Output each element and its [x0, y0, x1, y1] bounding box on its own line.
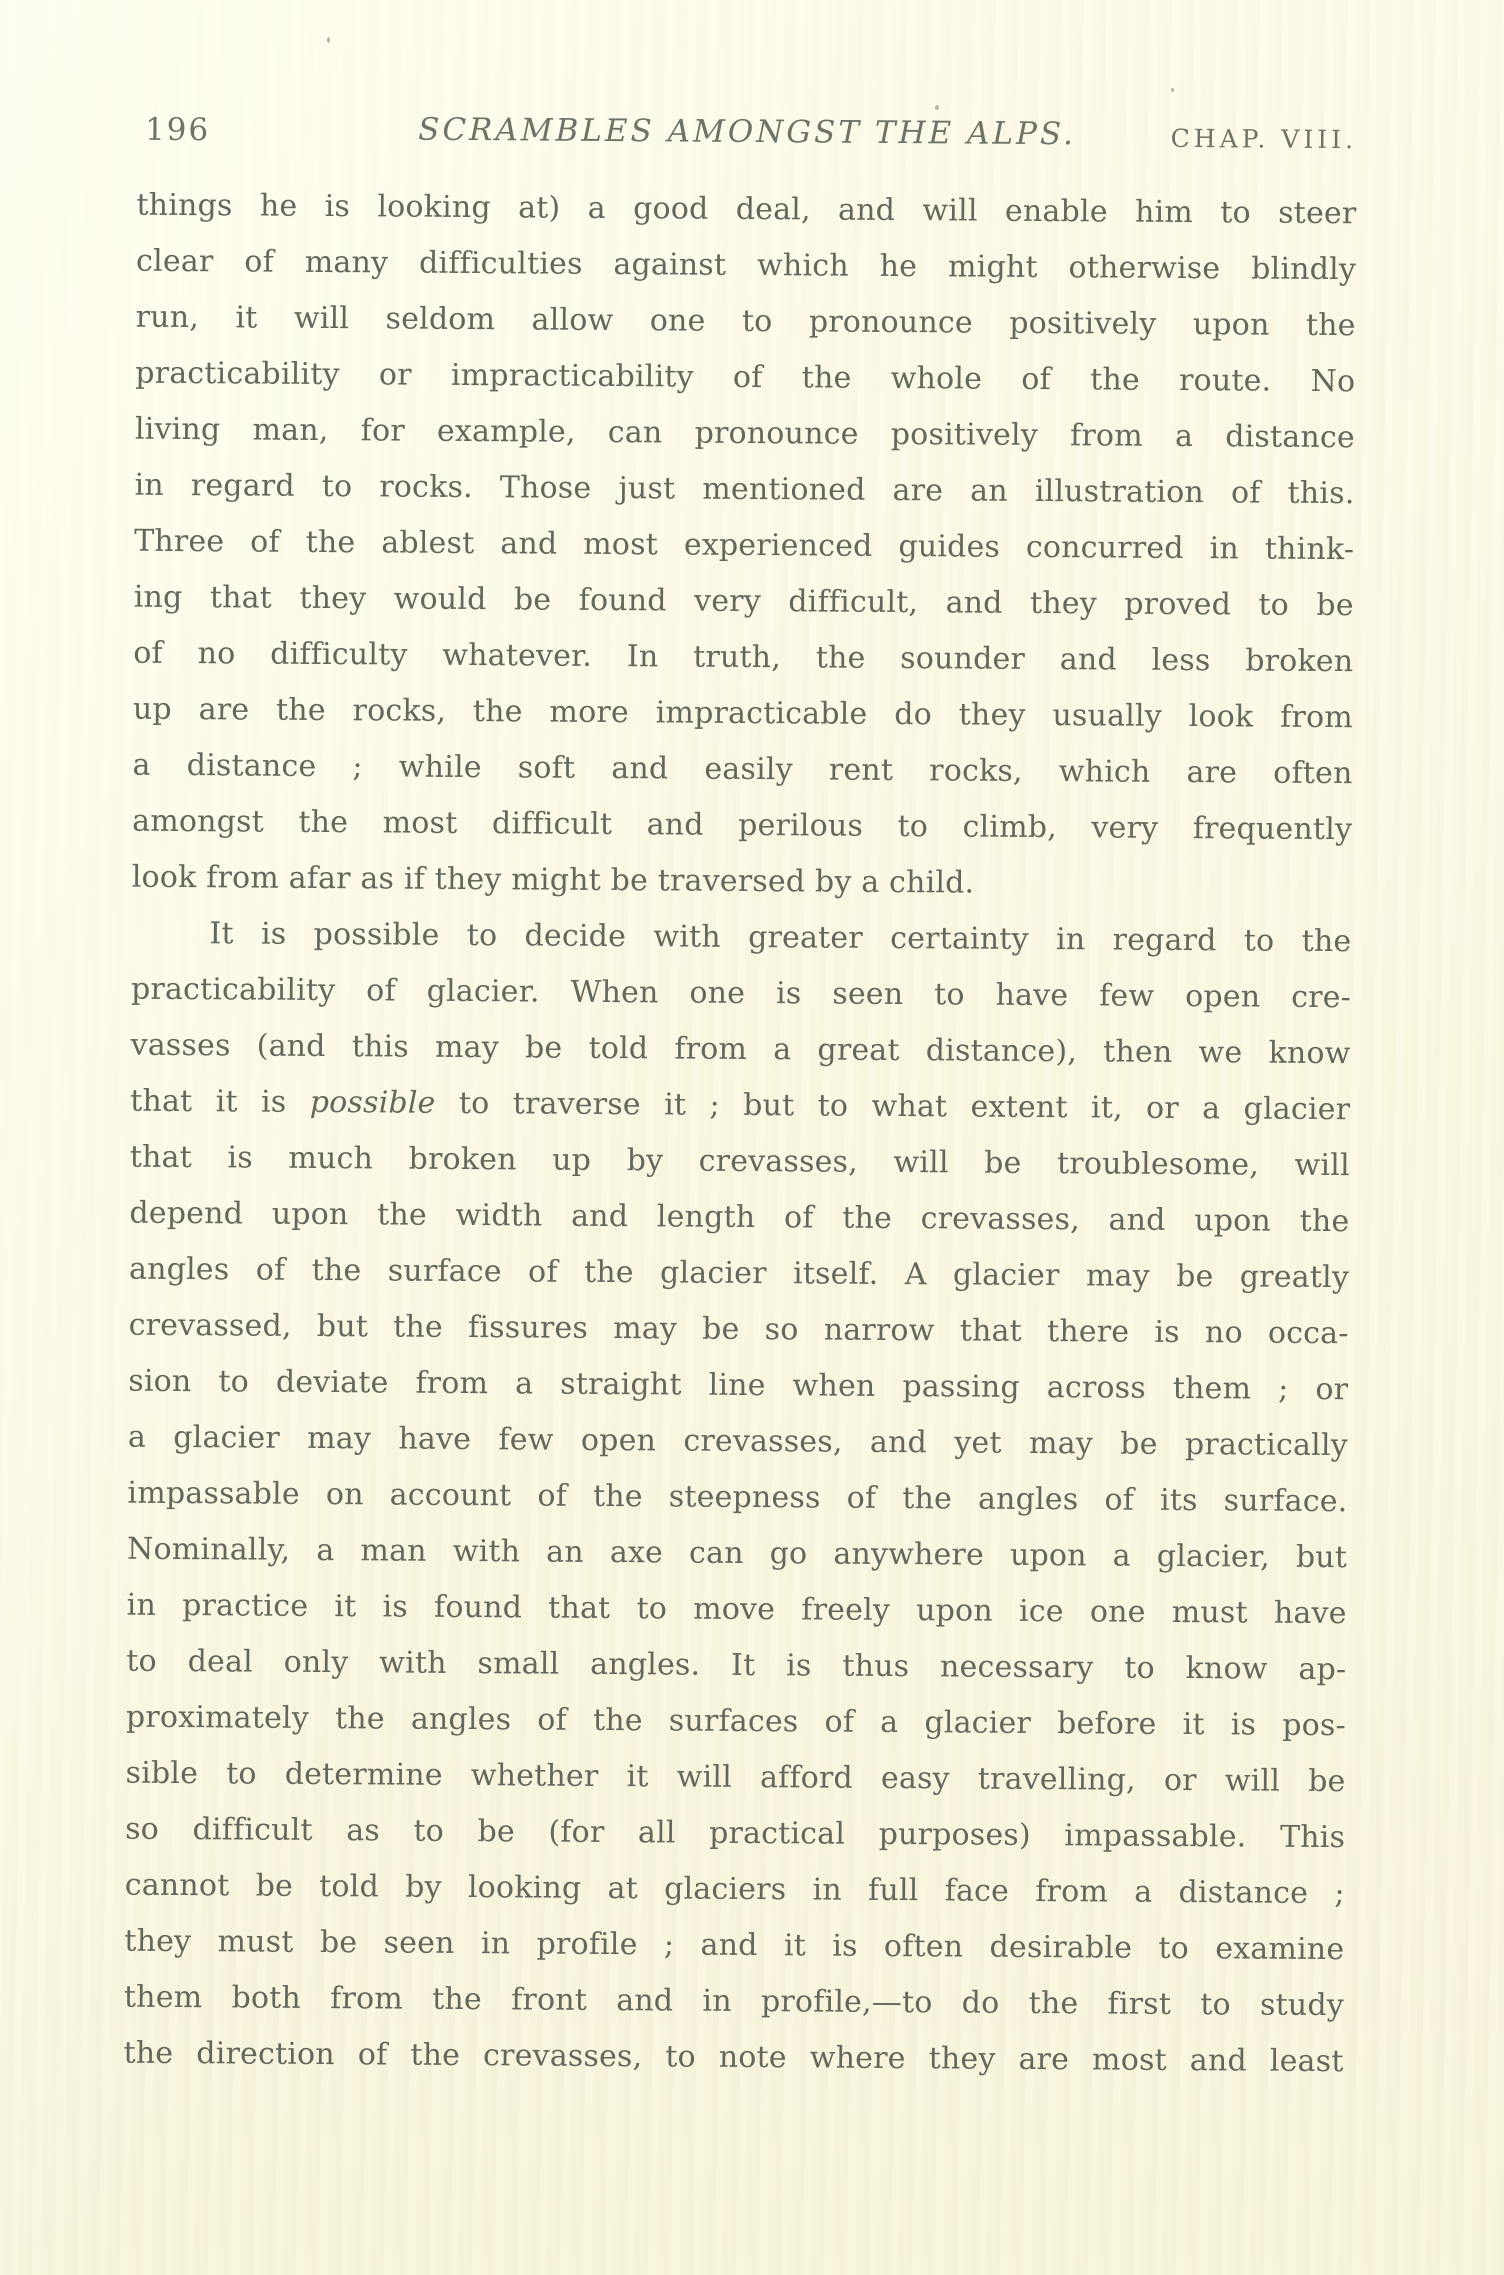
text-line: a distance ; while soft and easily rent rocks, which are often [132, 747, 1353, 792]
text-line: a glacier may have few open crevasses, and yet may be practically [127, 1419, 1348, 1464]
text-line: impassable on account of the steepness of the angles of its surface. [127, 1475, 1348, 1520]
text-line: sible to determine whether it will afford easy travelling, or will be [125, 1755, 1346, 1800]
text-line: amongst the most difficult and perilous to climb, very frequently [132, 803, 1353, 848]
text-line: depend upon the width and length of the crevasses, and upon the [129, 1195, 1350, 1240]
text-line: Nominally, a man with an axe can go anywhere upon a glacier, but [126, 1531, 1348, 1576]
text-line: of no difficulty whatever. In truth, the sounder and less broken [133, 635, 1354, 680]
chapter-label: CHAP. VIII. [1170, 123, 1358, 155]
text-line: crevassed, but the fissures may be so narrow that there is no occa- [128, 1307, 1349, 1352]
text-line: sion to deviate from a straight line when passing across them ; or [128, 1363, 1349, 1408]
text-line: they must be seen in profile ; and it is often desirable to examine [124, 1923, 1345, 1968]
paper-speck [1171, 88, 1174, 92]
text-segment: to traverse it ; but to what extent it, or a glacier [435, 1085, 1351, 1128]
text-line: things he is looking at) a good deal, and will enable him to steer [136, 187, 1357, 232]
paragraph-2 [123, 906, 1351, 2090]
page-number: 196 [144, 111, 211, 149]
paper-speck [327, 37, 330, 43]
paper-speck [935, 105, 939, 110]
text-line: proximately the angles of the surfaces of a glacier before it is pos- [125, 1699, 1347, 1744]
body-text [123, 178, 1356, 2090]
text-line: run, it will seldom allow one to pronounce positively upon the [135, 299, 1356, 344]
text-line: them both from the front and in profile,—to do the first to study [123, 1979, 1345, 2024]
text-line: in regard to rocks. Those just mentioned are an illustration of this. [134, 467, 1355, 512]
text-line: angles of the surface of the glacier itself. A glacier may be greatly [128, 1251, 1350, 1296]
text-line: practicability or impracticability of the whole of the route. No [135, 355, 1356, 400]
text-line: so difficult as to be (for all practical purposes) impassable. This [125, 1811, 1346, 1856]
italic-word: possible [309, 1084, 436, 1121]
text-line: It is possible to decide with greater certainty in regard to the [209, 916, 1352, 960]
text-line: to deal only with small angles. It is thus necessary to know ap- [126, 1643, 1347, 1688]
text-line [130, 1074, 1350, 1139]
text-segment: that it is [130, 1083, 310, 1120]
paragraph-1 [132, 178, 1357, 914]
text-line: Three of the ablest and most experienced guides concurred in think- [134, 523, 1355, 568]
text-line: clear of many difficulties against which he might otherwise blindly [135, 243, 1357, 288]
running-title: SCRAMBLES AMONGST THE ALPS. [418, 111, 1077, 153]
text-line: in practice it is found that to move freely upon ice one must have [126, 1587, 1347, 1632]
text-line: ing that they would be found very difficult, and they proved to be [133, 579, 1354, 624]
text-line: living man, for example, can pronounce positively from a distance [134, 411, 1356, 456]
text-line: look from afar as if they might be traversed by a child. [131, 859, 975, 901]
text-line: cannot be told by looking at glaciers in full face from a distance ; [124, 1867, 1345, 1912]
running-header [137, 108, 1357, 157]
text-line: practicability of glacier. When one is seen to have few open cre- [130, 971, 1352, 1016]
text-line: up are the rocks, the more impracticable do they usually look from [132, 691, 1354, 736]
text-line: the direction of the crevasses, to note where they are most and least [123, 2035, 1344, 2080]
text-line: vasses (and this may be told from a great distance), then we know [130, 1027, 1351, 1072]
text-line: that is much broken up by crevasses, will be troublesome, will [129, 1139, 1350, 1184]
